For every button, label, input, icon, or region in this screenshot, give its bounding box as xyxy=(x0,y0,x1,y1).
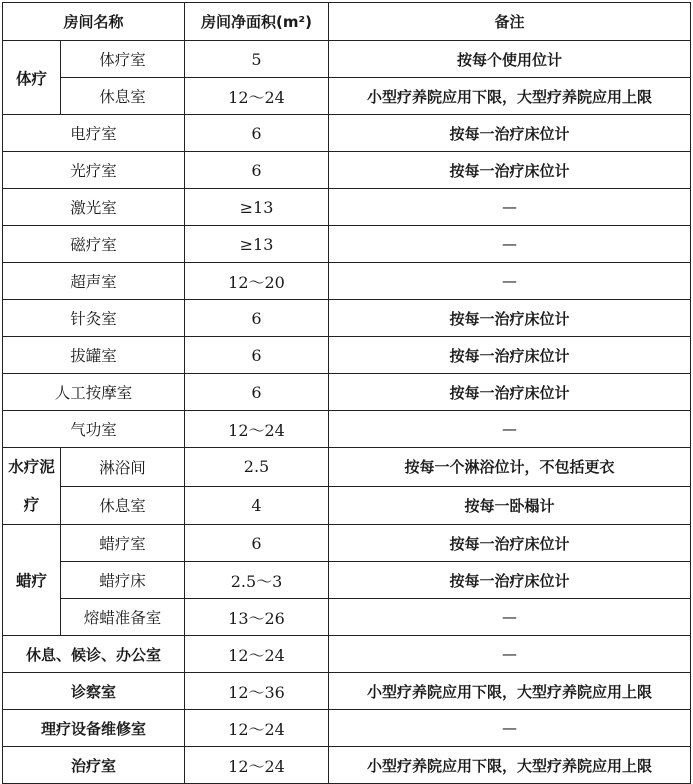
room-note: — xyxy=(329,411,691,448)
room-name: 拔罐室 xyxy=(3,337,185,374)
room-area: 12～24 xyxy=(185,710,329,747)
table-row xyxy=(3,448,691,487)
room-note: 按每一个淋浴位计，不包括更衣 xyxy=(329,448,691,487)
room-note: — xyxy=(329,599,691,636)
header-area: 房间净面积(m²) xyxy=(185,3,329,41)
table-row xyxy=(3,41,691,78)
table-row xyxy=(3,78,691,115)
room-area: 6 xyxy=(185,337,329,374)
room-name: 气功室 xyxy=(3,411,185,448)
table-row xyxy=(3,115,691,152)
room-name: 蜡疗室 xyxy=(61,525,185,562)
room-name: 蜡疗床 xyxy=(61,562,185,599)
room-note: 小型疗养院应用下限，大型疗养院应用上限 xyxy=(329,78,691,115)
table-row xyxy=(3,673,691,710)
group-label-laliao: 蜡疗 xyxy=(3,525,61,636)
room-area: 12～36 xyxy=(185,673,329,710)
table-row xyxy=(3,152,691,189)
room-name: 淋浴间 xyxy=(61,448,185,487)
room-name: 电疗室 xyxy=(3,115,185,152)
room-note: — xyxy=(329,636,691,673)
room-area: 12～24 xyxy=(185,747,329,784)
room-area: 5 xyxy=(185,41,329,78)
room-area-table xyxy=(2,2,691,784)
room-area: 6 xyxy=(185,374,329,411)
room-name: 光疗室 xyxy=(3,152,185,189)
table-row xyxy=(3,636,691,673)
room-area: 12～24 xyxy=(185,78,329,115)
table-row xyxy=(3,599,691,636)
header-note: 备注 xyxy=(329,3,691,41)
room-name: 针灸室 xyxy=(3,300,185,337)
room-note: 按每一治疗床位计 xyxy=(329,337,691,374)
room-note: 按每一治疗床位计 xyxy=(329,300,691,337)
header-room-name: 房间名称 xyxy=(3,3,185,41)
room-area: 12～20 xyxy=(185,263,329,300)
room-name: 体疗室 xyxy=(61,41,185,78)
table-row xyxy=(3,263,691,300)
table-row xyxy=(3,300,691,337)
room-note: 按每一治疗床位计 xyxy=(329,374,691,411)
room-note: — xyxy=(329,189,691,226)
table-row xyxy=(3,710,691,747)
table-row xyxy=(3,525,691,562)
room-note: 小型疗养院应用下限，大型疗养院应用上限 xyxy=(329,747,691,784)
room-area: 6 xyxy=(185,152,329,189)
room-area: ≥13 xyxy=(185,226,329,263)
table-row xyxy=(3,189,691,226)
room-area: 6 xyxy=(185,115,329,152)
room-note: — xyxy=(329,226,691,263)
table-row xyxy=(3,374,691,411)
room-area: 2.5 xyxy=(185,448,329,487)
room-name: 超声室 xyxy=(3,263,185,300)
table-row xyxy=(3,562,691,599)
table-row xyxy=(3,411,691,448)
room-name: 休息、候诊、办公室 xyxy=(3,636,185,673)
room-note: 按每一治疗床位计 xyxy=(329,562,691,599)
room-area: 2.5～3 xyxy=(185,562,329,599)
room-name: 诊察室 xyxy=(3,673,185,710)
room-note: 按每个使用位计 xyxy=(329,41,691,78)
table-row xyxy=(3,486,691,525)
room-area: 6 xyxy=(185,300,329,337)
room-name: 人工按摩室 xyxy=(3,374,185,411)
group-label-tiliao: 体疗 xyxy=(3,41,61,115)
room-name: 理疗设备维修室 xyxy=(3,710,185,747)
room-name: 激光室 xyxy=(3,189,185,226)
room-name: 休息室 xyxy=(61,78,185,115)
room-area: 12～24 xyxy=(185,636,329,673)
room-note: 按每一治疗床位计 xyxy=(329,115,691,152)
room-name: 休息室 xyxy=(61,486,185,525)
room-note: 按每一治疗床位计 xyxy=(329,525,691,562)
room-area: 6 xyxy=(185,525,329,562)
room-name: 磁疗室 xyxy=(3,226,185,263)
room-note: 按每一治疗床位计 xyxy=(329,152,691,189)
room-note: 小型疗养院应用下限，大型疗养院应用上限 xyxy=(329,673,691,710)
room-note: 按每一卧榻计 xyxy=(329,486,691,525)
room-note: — xyxy=(329,710,691,747)
room-name: 治疗室 xyxy=(3,747,185,784)
table-row xyxy=(3,226,691,263)
table-row xyxy=(3,337,691,374)
room-name: 熔蜡准备室 xyxy=(61,599,185,636)
room-area: 13～26 xyxy=(185,599,329,636)
header-row xyxy=(3,3,691,41)
group-label-shuiliao: 水疗泥疗 xyxy=(3,448,61,525)
room-note: — xyxy=(329,263,691,300)
room-area: 12～24 xyxy=(185,411,329,448)
room-area: 4 xyxy=(185,486,329,525)
room-area: ≥13 xyxy=(185,189,329,226)
